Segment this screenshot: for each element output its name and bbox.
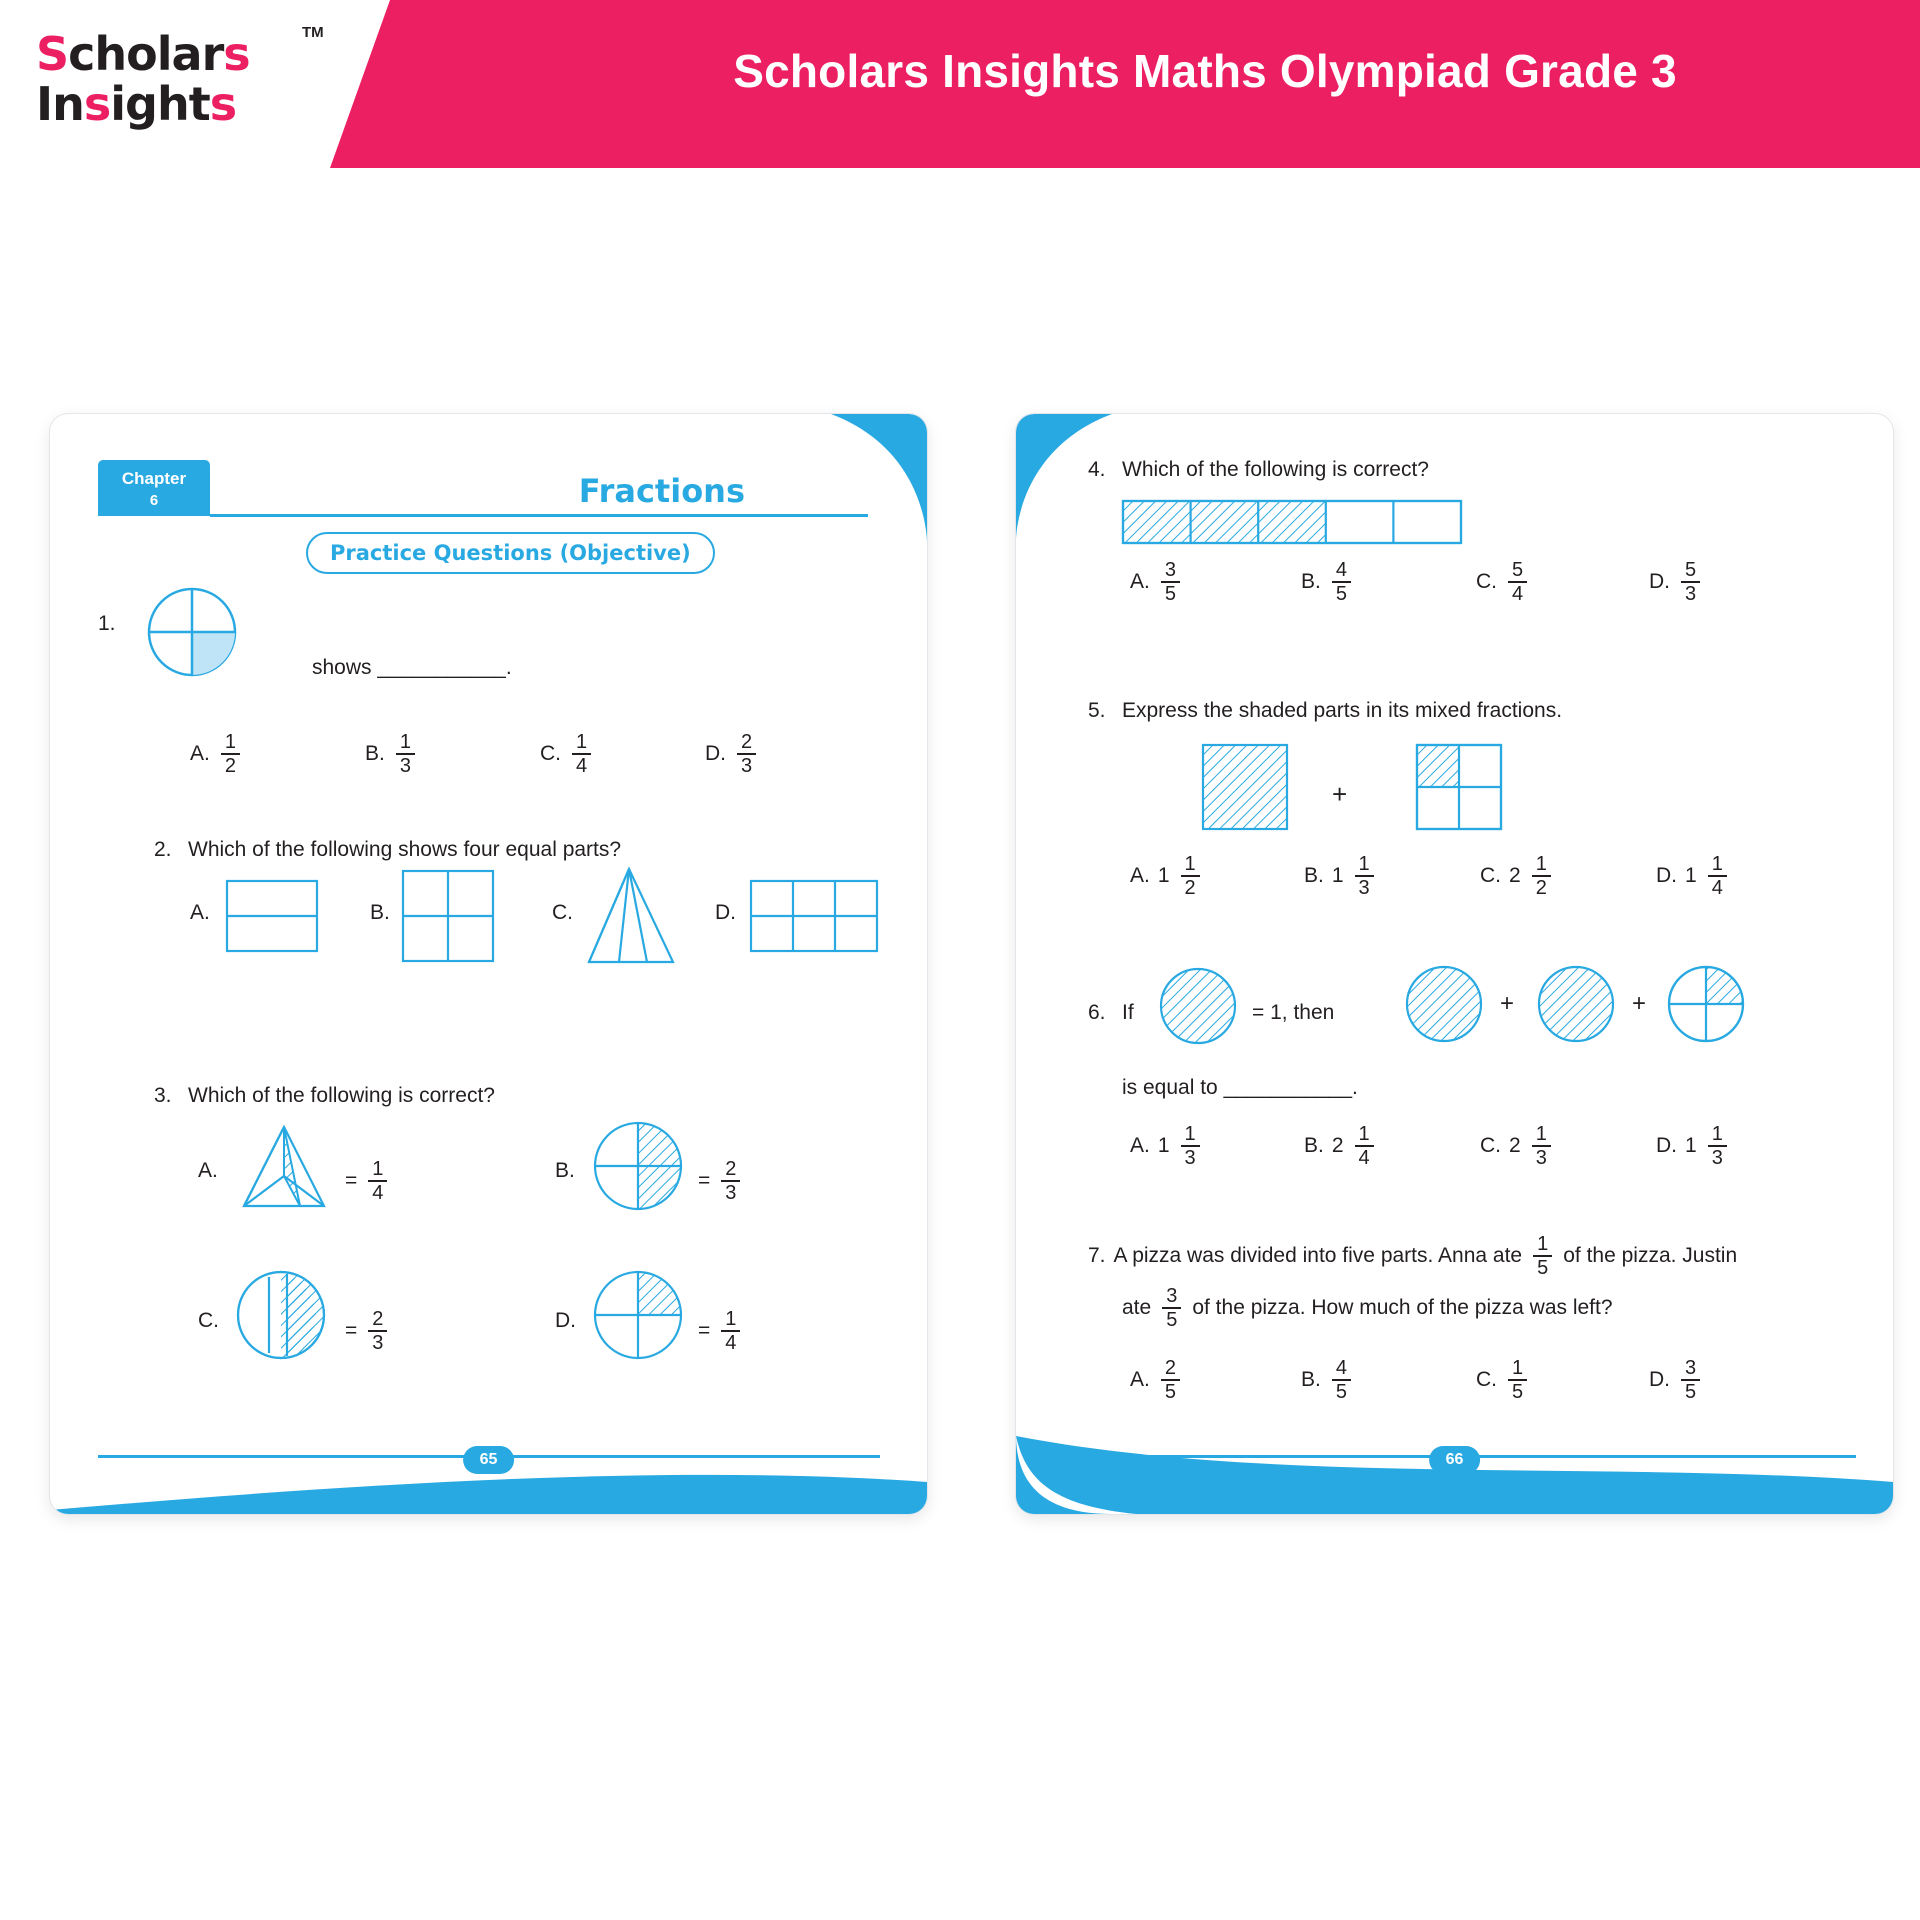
option-label: C. xyxy=(540,742,561,765)
option-label: C. xyxy=(552,901,573,924)
page-number-right: 66 xyxy=(1429,1446,1481,1474)
question-6-option-a[interactable] xyxy=(1130,1124,1203,1168)
question-2-figure-b-four-parts[interactable] xyxy=(402,870,494,962)
brand-logo xyxy=(30,22,324,142)
fraction: $\frac{1}{3}$ xyxy=(1181,1124,1200,1168)
worksheet-page-left xyxy=(50,414,927,1514)
option-label: A. xyxy=(190,742,210,765)
question-3-option-c-value xyxy=(345,1309,390,1353)
option-label: C. xyxy=(1476,1368,1497,1391)
question-5-option-a[interactable] xyxy=(1130,854,1203,898)
whole-number: 1 xyxy=(1157,864,1170,887)
fraction: $\frac{1}{2}$ xyxy=(1532,854,1551,898)
bottom-wave-right xyxy=(1016,1426,1893,1514)
question-3-option-b-value xyxy=(698,1159,743,1203)
question-7-number: 7. xyxy=(1088,1244,1106,1267)
question-5-option-b[interactable] xyxy=(1304,854,1377,898)
question-1-text: shows ___________. xyxy=(312,656,512,679)
question-6-text-mid: = 1, then xyxy=(1252,1001,1335,1024)
option-label: B. xyxy=(1304,1134,1324,1157)
whole-number: 1 xyxy=(1331,864,1344,887)
trademark-mark: TM xyxy=(302,24,324,41)
option-label: A. xyxy=(198,1159,218,1182)
question-7-option-a[interactable] xyxy=(1130,1358,1183,1402)
fraction: $\frac{1}{2}$ xyxy=(221,732,240,776)
fraction: $\frac{1}{3}$ xyxy=(1532,1124,1551,1168)
header-notch xyxy=(330,0,470,168)
option-label: C. xyxy=(198,1309,219,1332)
question-1-option-a[interactable] xyxy=(190,732,243,776)
option-label: B. xyxy=(1301,570,1321,593)
logo-line-1: Scholars xyxy=(36,27,250,81)
question-5-number: 5. xyxy=(1088,699,1106,722)
fraction: $\frac{1}{4}$ xyxy=(1708,854,1727,898)
logo-line-2: Insights xyxy=(36,77,237,131)
question-3-text: Which of the following is correct? xyxy=(188,1084,495,1107)
bottom-wave-left xyxy=(50,1442,927,1514)
question-3-figure-b-circle-shaded[interactable] xyxy=(592,1120,684,1212)
fraction: $\frac{2}{3}$ xyxy=(721,1159,740,1203)
question-7-option-b[interactable] xyxy=(1301,1358,1354,1402)
question-7-line-2 xyxy=(1122,1286,1613,1330)
fraction: $\frac{1}{3}$ xyxy=(1708,1124,1727,1168)
option-label: D. xyxy=(1656,864,1677,887)
question-7-option-c[interactable] xyxy=(1476,1358,1530,1402)
equals-sign: = xyxy=(698,1319,711,1342)
question-3-option-b-label[interactable] xyxy=(555,1159,575,1183)
question-6-figure-circle-full-2 xyxy=(1404,964,1484,1044)
page-number-left: 65 xyxy=(463,1446,515,1474)
fraction: $\frac{3}{5}$ xyxy=(1161,560,1180,604)
question-5-figure-square-quarter xyxy=(1416,744,1502,830)
question-3-option-a-label[interactable] xyxy=(198,1159,218,1183)
question-5-text: Express the shaded parts in its mixed fractions. xyxy=(1122,699,1563,722)
fraction: $\frac{5}{3}$ xyxy=(1681,560,1700,604)
fraction: $\frac{4}{5}$ xyxy=(1332,560,1351,604)
fraction: $\frac{1}{3}$ xyxy=(1355,854,1374,898)
option-label: B. xyxy=(365,742,385,765)
equals-sign: = xyxy=(345,1169,358,1192)
question-5-figure-square-full xyxy=(1202,744,1288,830)
fraction: $\frac{1}{4}$ xyxy=(1355,1124,1374,1168)
question-7-text-a: A pizza was divided into five parts. Anna ate xyxy=(1113,1244,1523,1267)
question-4-text: Which of the following is correct? xyxy=(1122,458,1429,481)
fraction: $\frac{2}{3}$ xyxy=(368,1309,387,1353)
question-2-figure-c-triangle[interactable] xyxy=(585,866,677,966)
question-6-figure-circle-full-1 xyxy=(1158,966,1238,1046)
question-2-text: Which of the following shows four equal parts? xyxy=(188,838,622,861)
question-3-option-d-value xyxy=(698,1309,743,1353)
option-label: D. xyxy=(705,742,726,765)
question-1-option-d[interactable] xyxy=(705,732,759,776)
question-6-text-pre: If xyxy=(1122,1001,1134,1024)
fraction: $\frac{4}{5}$ xyxy=(1332,1358,1351,1402)
question-3-number: 3. xyxy=(154,1084,172,1107)
equals-sign: = xyxy=(345,1319,358,1342)
question-4 xyxy=(1088,456,1429,484)
worksheet-page-right xyxy=(1016,414,1893,1514)
question-2-figure-d-six-parts[interactable] xyxy=(750,880,878,952)
option-label: A. xyxy=(1130,864,1150,887)
fraction: $\frac{3}{5}$ xyxy=(1681,1358,1700,1402)
question-4-figure-bar-five-parts xyxy=(1122,500,1462,544)
option-label: C. xyxy=(1480,864,1501,887)
option-label: B. xyxy=(370,901,390,924)
question-2-option-c-label[interactable] xyxy=(552,901,573,925)
question-5-option-d[interactable] xyxy=(1656,854,1730,898)
question-7-text-d: of the pizza. How much of the pizza was left? xyxy=(1192,1296,1613,1319)
question-7-text-c: ate xyxy=(1122,1296,1152,1319)
question-6-text-post: is equal to ___________. xyxy=(1122,1076,1358,1099)
fraction: $\frac{1}{3}$ xyxy=(396,732,415,776)
question-6-plus-sign-1: + xyxy=(1500,990,1515,1017)
question-3-figure-c-circle-shaded[interactable] xyxy=(235,1269,327,1361)
equals-sign: = xyxy=(698,1169,711,1192)
option-label: D. xyxy=(555,1309,576,1332)
option-label: D. xyxy=(1649,1368,1670,1391)
option-label: A. xyxy=(1130,1368,1150,1391)
question-6-figure-circle-full-3 xyxy=(1536,964,1616,1044)
option-label: A. xyxy=(190,901,210,924)
fraction: $\frac{5}{4}$ xyxy=(1508,560,1527,604)
chapter-title: Fractions xyxy=(578,472,745,510)
question-7-option-d[interactable] xyxy=(1649,1358,1703,1402)
option-label: A. xyxy=(1130,570,1150,593)
whole-number: 1 xyxy=(1685,1134,1697,1157)
question-1-number: 1. xyxy=(98,612,116,635)
fraction: $\frac{1}{5}$ xyxy=(1533,1234,1552,1278)
question-3-figure-a-triangle-shaded[interactable] xyxy=(238,1124,334,1210)
question-2-number: 2. xyxy=(154,838,172,861)
question-6-number: 6. xyxy=(1088,1001,1106,1024)
fraction: $\frac{1}{5}$ xyxy=(1508,1358,1527,1402)
option-label: C. xyxy=(1480,1134,1501,1157)
chapter-tab xyxy=(98,460,210,516)
question-5 xyxy=(1088,697,1562,725)
option-label: B. xyxy=(1304,864,1324,887)
question-3-option-d-label[interactable] xyxy=(555,1309,576,1333)
option-label: B. xyxy=(1301,1368,1321,1391)
question-4-option-c[interactable] xyxy=(1476,560,1530,604)
question-6-option-d[interactable] xyxy=(1656,1124,1730,1168)
whole-number: 2 xyxy=(1509,864,1521,887)
chapter-number: 6 xyxy=(149,492,159,509)
question-6-option-b[interactable] xyxy=(1304,1124,1377,1168)
fraction: $\frac{1}{4}$ xyxy=(721,1309,740,1353)
fraction: $\frac{1}{2}$ xyxy=(1181,854,1200,898)
fraction: $\frac{1}{4}$ xyxy=(572,732,591,776)
section-pill: Practice Questions (Objective) xyxy=(306,532,715,574)
question-4-option-d[interactable] xyxy=(1649,560,1703,604)
question-3-figure-d-circle-shaded[interactable] xyxy=(592,1269,684,1361)
question-3-option-a-value xyxy=(345,1159,390,1203)
question-4-option-a[interactable] xyxy=(1130,560,1183,604)
fraction: $\frac{1}{4}$ xyxy=(368,1159,387,1203)
question-5-option-c[interactable] xyxy=(1480,854,1554,898)
option-label: D. xyxy=(715,901,736,924)
question-5-plus-sign: + xyxy=(1332,779,1348,809)
option-label: B. xyxy=(555,1159,575,1182)
question-2-figure-a-two-parts[interactable] xyxy=(226,880,318,952)
option-label: D. xyxy=(1649,570,1670,593)
option-label: A. xyxy=(1130,1134,1150,1157)
question-1-option-b[interactable] xyxy=(365,732,418,776)
question-6-plus-sign-2: + xyxy=(1632,990,1647,1017)
question-6-option-c[interactable] xyxy=(1480,1124,1554,1168)
fraction: $\frac{2}{5}$ xyxy=(1161,1358,1180,1402)
option-label: D. xyxy=(1656,1134,1677,1157)
question-4-number: 4. xyxy=(1088,458,1106,481)
question-1-option-c[interactable] xyxy=(540,732,594,776)
fraction: $\frac{2}{3}$ xyxy=(737,732,756,776)
question-4-option-b[interactable] xyxy=(1301,560,1354,604)
whole-number: 1 xyxy=(1157,1134,1170,1157)
question-2-option-a-label[interactable] xyxy=(190,901,210,925)
question-7-line-1 xyxy=(1088,1234,1737,1278)
question-7-text-b: of the pizza. Justin xyxy=(1563,1244,1738,1267)
corner-decoration-top-right xyxy=(831,414,927,542)
question-3-option-c-label[interactable] xyxy=(198,1309,219,1333)
question-3 xyxy=(154,1082,495,1110)
question-2-option-b-label[interactable] xyxy=(370,901,390,925)
chapter-divider xyxy=(210,514,868,517)
whole-number: 2 xyxy=(1331,1134,1344,1157)
question-2 xyxy=(154,836,621,864)
chapter-label: Chapter xyxy=(121,469,187,488)
question-1-figure-circle-quarter xyxy=(146,586,238,678)
fraction: $\frac{3}{5}$ xyxy=(1162,1286,1181,1330)
whole-number: 1 xyxy=(1685,864,1697,887)
option-label: C. xyxy=(1476,570,1497,593)
whole-number: 2 xyxy=(1509,1134,1521,1157)
question-2-option-d-label[interactable] xyxy=(715,901,736,925)
question-6-figure-circle-quarter xyxy=(1666,964,1746,1044)
header-title: Scholars Insights Maths Olympiad Grade 3 xyxy=(733,45,1677,97)
